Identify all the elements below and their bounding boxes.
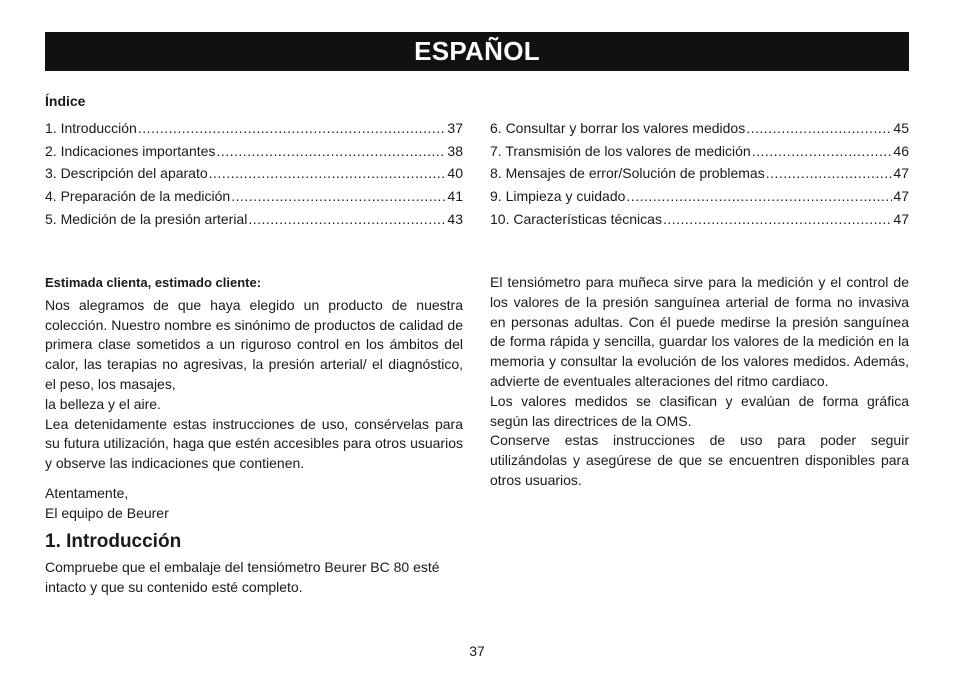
toc-entry[interactable] xyxy=(45,188,463,211)
toc-entry-label: 9. Limpieza y cuidado xyxy=(490,188,626,205)
toc-entry-label: 1. Introducción xyxy=(45,120,137,136)
toc-entry[interactable] xyxy=(45,165,463,188)
toc-entry[interactable] xyxy=(490,143,909,166)
toc-entry-label: 8. Mensajes de error/Solución de problemas xyxy=(490,165,765,182)
letter-paragraph-1: Nos alegramos de que haya elegido un producto de nuestra colección. Nuestro nombre es sinónimo de productos de calidad de primera clase sometidos a un riguroso control en los ámbitos del calor, las terapias no agresivas, la presión arterial/ el diagnóstico, el peso, los masajes, xyxy=(45,296,463,392)
toc-entry-page: 45 xyxy=(893,120,909,136)
page-number: 37 xyxy=(469,643,485,659)
toc-entry[interactable] xyxy=(45,211,463,234)
language-title: ESPAÑOL xyxy=(414,36,540,66)
description-paragraph-1: El tensiómetro para muñeca sirve para la medición y el control de los valores de la presión sanguínea arterial de forma no invasiva en personas adultas. Con él puede medirse la presión sanguínea de forma rápida y sencilla, guardar los valores de la medición en la memoria y consultar la evolución de los valores medidos. Además, advierte de eventuales alteraciones del ritmo cardiaco. xyxy=(490,274,909,389)
toc-leader-dots xyxy=(626,188,892,204)
toc-entry-page: 47 xyxy=(893,188,909,205)
toc-leader-dots xyxy=(216,143,446,159)
toc-leader-dots xyxy=(231,188,446,204)
letter-signature: El equipo de Beurer xyxy=(45,504,169,521)
toc-entry-label: 10. Características técnicas xyxy=(490,210,662,227)
description-paragraph-3: Conserve estas instrucciones de uso para poder seguir utilizándolas y asegúrese de que se encuentren disponibles para otros usuarios. xyxy=(490,432,909,488)
toc-entry-page: 46 xyxy=(893,142,909,159)
toc-entry-page: 37 xyxy=(447,120,463,136)
toc-entry-label: 4. Preparación de la medición xyxy=(45,188,231,205)
description-paragraph-2: Los valores medidos se clasifican y evalúan de forma gráfica según las directrices de la OMS. xyxy=(490,392,909,429)
toc-entry-label: 7. Transmisión de los valores de medición xyxy=(490,142,751,159)
toc-leader-dots xyxy=(766,165,893,181)
toc-entry-page: 47 xyxy=(893,165,909,182)
spacer xyxy=(45,474,463,484)
toc-right-column xyxy=(490,120,909,233)
toc-leader-dots xyxy=(752,143,893,159)
toc-leader-dots xyxy=(663,211,892,227)
index-title: Índice xyxy=(45,93,86,109)
toc-entry[interactable] xyxy=(490,211,909,234)
toc-entry-page: 41 xyxy=(447,188,463,205)
toc-leader-dots xyxy=(746,120,892,136)
toc-entry-page: 38 xyxy=(447,142,463,159)
toc-entry[interactable] xyxy=(490,165,909,188)
letter-greeting: Estimada clienta, estimado cliente: xyxy=(45,275,262,290)
letter-closing: Atentamente, xyxy=(45,484,129,501)
toc-entry-label: 6. Consultar y borrar los valores medidos xyxy=(490,120,746,136)
section-title-introduction: 1. Introducción xyxy=(45,531,182,552)
language-header-bar xyxy=(45,32,909,71)
toc-entry-page: 43 xyxy=(447,210,463,227)
toc-entry[interactable] xyxy=(45,120,463,143)
toc-entry[interactable] xyxy=(490,120,909,143)
letter-column xyxy=(45,273,463,524)
toc-entry-page: 47 xyxy=(893,210,909,227)
toc-leader-dots xyxy=(248,211,446,227)
letter-paragraph-2: Lea detenidamente estas instrucciones de uso, consérvelas para su futura utilización, haga que estén accesibles para otros usuarios y observe las indicaciones que contienen. xyxy=(45,415,463,472)
toc-entry[interactable] xyxy=(45,143,463,166)
toc-left-column xyxy=(45,120,463,233)
toc-entry-label: 3. Descripción del aparato xyxy=(45,165,208,182)
toc-entry-label: 2. Indicaciones importantes xyxy=(45,142,216,159)
toc-entry[interactable] xyxy=(490,188,909,211)
toc-leader-dots xyxy=(209,165,447,181)
description-column xyxy=(490,273,909,491)
letter-paragraph-1-end: la belleza y el aire. xyxy=(45,395,161,412)
toc-entry-page: 40 xyxy=(447,165,463,182)
toc-entry-label: 5. Medición de la presión arterial xyxy=(45,210,248,227)
toc-leader-dots xyxy=(138,120,447,136)
introduction-text: Compruebe que el embalaje del tensiómetro Beurer BC 80 esté intacto y que su contenido esté completo. xyxy=(45,559,440,595)
